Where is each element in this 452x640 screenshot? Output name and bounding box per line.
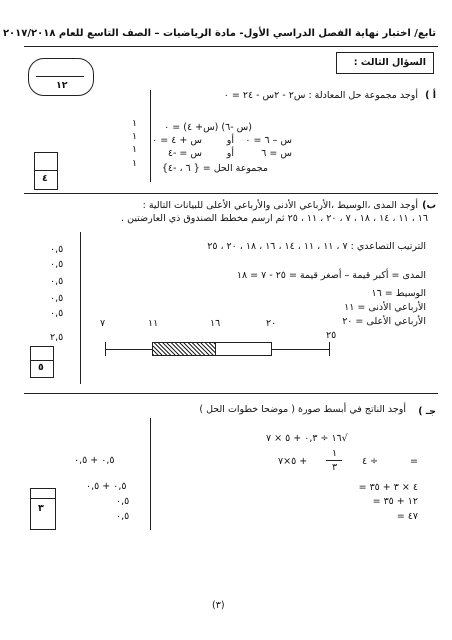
box-and-whisker-plot xyxy=(100,318,350,362)
part-b-letter: ب) xyxy=(422,200,436,211)
boxplot-max-tick xyxy=(329,342,330,356)
part-c-fraction-bar xyxy=(326,460,342,461)
part-a-or1: أو xyxy=(226,135,234,146)
boxplot-q1-label: ١١ xyxy=(148,318,159,329)
part-b-q1: الأرباعي الأدنى = ١١ xyxy=(344,302,426,313)
part-b-mark-total: ٢,٥ xyxy=(50,332,64,343)
part-a-mark: ١ xyxy=(132,131,138,142)
part-b-score: ٥ xyxy=(38,362,44,373)
part-a-score: ٤ xyxy=(42,173,48,184)
part-c-step1-a: ٤ ÷ xyxy=(362,456,379,467)
part-c-mark: ٠,٥ xyxy=(116,496,130,507)
header-divider xyxy=(24,46,438,47)
part-c-prompt: أوجد الناتج في أبسط صورة ( موضحا خطوات الحل ) xyxy=(199,404,406,415)
part-b-mark: ٠,٥ xyxy=(50,293,64,304)
part-a-score-box xyxy=(34,152,58,190)
total-score: ١٢ xyxy=(56,80,68,91)
part-b-q3: الأرباعي الأعلى = ٢٠ xyxy=(342,316,426,327)
part-b-median: الوسيط = ١٦ xyxy=(371,288,426,299)
boxplot-median-label: ١٦ xyxy=(210,318,221,329)
part-b-mark: ٠,٥ xyxy=(50,244,64,255)
part-c-score: ٣ xyxy=(38,503,44,514)
page-number: (٣) xyxy=(212,600,225,611)
part-a-step3a: س = ٦ xyxy=(261,148,292,159)
part-b-mark: ٠,٥ xyxy=(50,259,64,270)
part-b-mark: ٠,٥ xyxy=(50,276,64,287)
part-a-or2: أو xyxy=(226,148,234,159)
part-c-step1-eq: = xyxy=(410,456,418,467)
boxplot-right-whisker xyxy=(272,349,330,350)
q3-title: السؤال الثالث : xyxy=(353,57,426,68)
part-c-mark: ٠,٥ + ٠,٥ xyxy=(74,455,115,466)
part-a-mark: ١ xyxy=(132,144,138,155)
part-b-c-divider xyxy=(24,393,438,394)
total-score-line xyxy=(36,76,84,77)
part-a-letter: أ ) xyxy=(425,90,436,101)
part-a-step2b: س + ٤ = ٠ xyxy=(152,135,202,146)
part-c-divider xyxy=(150,418,151,530)
part-b-score-line xyxy=(30,360,54,361)
part-a-step1: (س -٦) (س+ ٤) = ٠ xyxy=(164,122,252,133)
boxplot-min-label: ٧ xyxy=(100,318,106,329)
boxplot-min-tick xyxy=(105,342,106,356)
part-c-expression: √١٦ ÷ ٠,٣ + ٥ × ٧ xyxy=(266,433,348,444)
part-c-step2: = ٤ × ٣ + ٣٥ xyxy=(358,482,418,493)
part-a-prompt: أوجد مجموعة حل المعادلة : س٢ - ٢س - ٢٤ = ٠ xyxy=(223,90,418,101)
boxplot-q3-label: ٢٠ xyxy=(266,318,277,329)
part-a-mark: ١ xyxy=(132,118,138,129)
part-c-step4: = ٤٧ xyxy=(396,511,418,522)
part-a-step3b: س = -٤ xyxy=(167,148,202,159)
part-b-range: المدى = أكبر قيمة – أصغر قيمة = ٢٥ - ٧ = ١٨ xyxy=(236,270,426,281)
boxplot-left-whisker xyxy=(106,349,152,350)
part-a-step2a: س – ٦ = ٠ xyxy=(245,135,292,146)
part-b-divider xyxy=(80,232,81,384)
part-a-divider xyxy=(150,90,151,182)
part-c-mark: ٠,٥ xyxy=(116,511,130,522)
part-b-prompt2: ١٦ ، ١١ ، ١٤ ، ١٨ ، ٧ ، ٢٠ ، ١١ ، ٢٥ ثم ارسم مخطط الصندوق ذي العارضتين . xyxy=(121,213,428,224)
part-a-score-line xyxy=(34,170,58,171)
part-c-mark: ٠,٥ + ٠,٥ xyxy=(86,481,127,492)
exam-header: تابع/ اختبار نهاية الفصل الدراسي الأول- مادة الرياضيات – الصف التاسع للعام ٢٠١٧/٢٠١٨ xyxy=(2,28,436,39)
boxplot-lower-half xyxy=(152,342,216,356)
part-c-fraction-den: ٣ xyxy=(332,462,338,473)
part-a-mark: ١ xyxy=(132,158,138,169)
boxplot-max-label: ٢٥ xyxy=(326,330,337,341)
part-c-fraction-num: ١ xyxy=(332,448,338,459)
part-b-prompt1: أوجد المدى ،الوسيط ،الأرباعي الأدنى والأرباعي الأعلى للبيانات التالية : xyxy=(142,200,418,211)
part-c-step3: = ١٢ + ٣٥ xyxy=(372,496,418,507)
part-a-solution-set: مجموعة الحل = { ٦ ، -٤} xyxy=(161,163,268,174)
part-c-step1-b: + ٥×٧ xyxy=(278,456,308,467)
part-c-score-line xyxy=(30,498,56,499)
part-b-sorted: الترتيب التصاعدي : ٧ ، ١١ ، ١١ ، ١٤ ، ١٦ ، ١٨ ، ٢٠ ، ٢٥ xyxy=(207,241,426,252)
part-a-b-divider xyxy=(24,193,438,194)
part-b-mark: ٠,٥ xyxy=(50,308,64,319)
part-c-letter: جـ ) xyxy=(418,406,436,417)
boxplot-upper-half xyxy=(216,342,272,356)
